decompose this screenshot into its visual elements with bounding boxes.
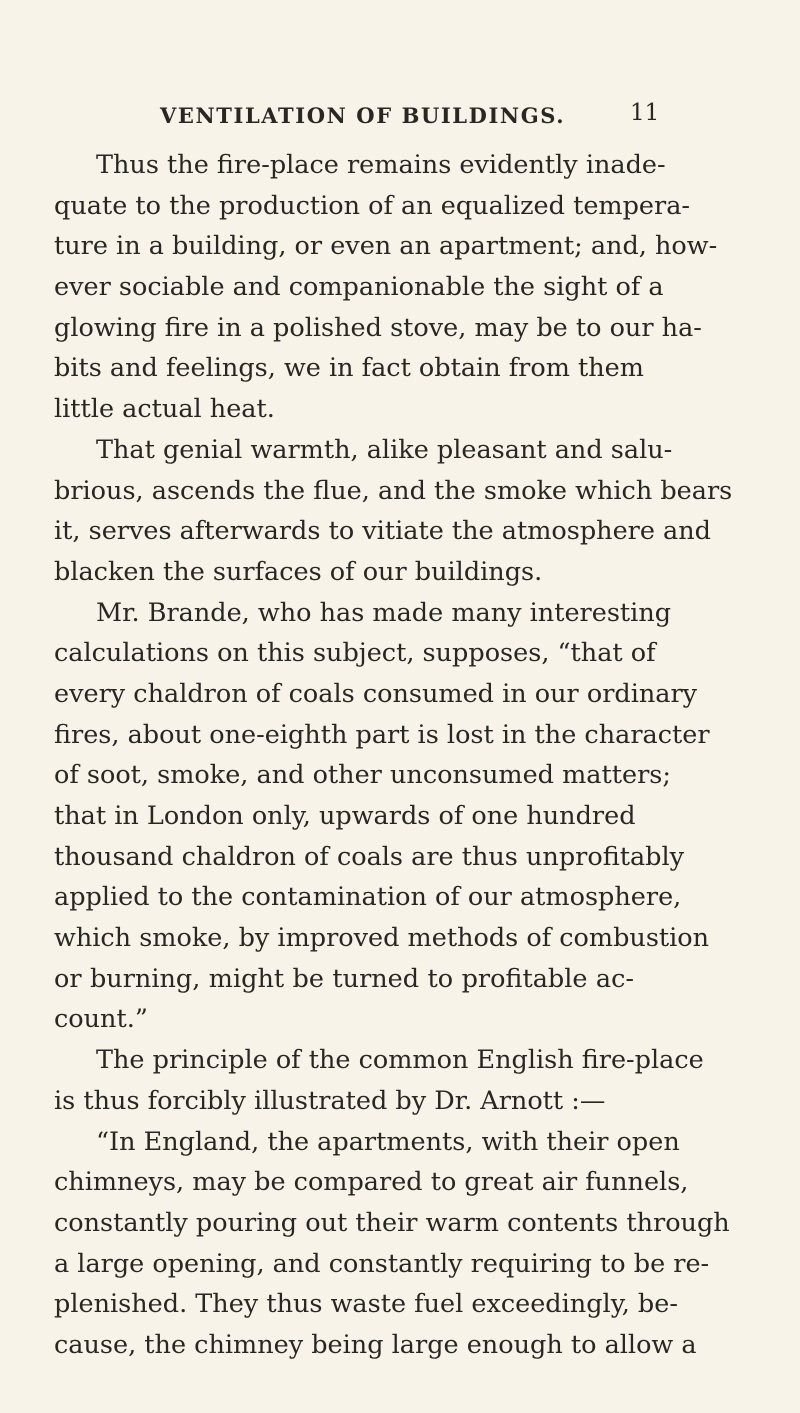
text-line: Thus the fire-place remains evidently inade- xyxy=(96,150,666,180)
text-line: or burning, might be turned to profitable ac- xyxy=(54,963,634,994)
text-line: little actual heat. xyxy=(54,394,275,425)
text-line: a large opening, and constantly requiring to be re- xyxy=(54,1248,710,1279)
text-line: ever sociable and companionable the sight of a xyxy=(54,272,664,303)
text-line: every chaldron of coals consumed in our ordinary xyxy=(54,678,698,709)
text-line: ture in a building, or even an apartment; and, how- xyxy=(54,231,718,262)
text-line: cause, the chimney being large enough to allow a xyxy=(54,1329,697,1360)
text-line: Mr. Brande, who has made many interesting xyxy=(96,597,672,628)
text-line: blacken the surfaces of our buildings. xyxy=(54,556,543,587)
text-line: “In England, the apartments, with their open xyxy=(96,1126,680,1157)
text-line: applied to the contamination of our atmosphere, xyxy=(54,882,682,913)
text-line: is thus forcibly illustrated by Dr. Arnott :— xyxy=(54,1085,606,1116)
text-line: calculations on this subject, supposes, “that of xyxy=(54,638,656,669)
text-line: count.” xyxy=(54,1004,148,1035)
text-line: That genial warmth, alike pleasant and salu- xyxy=(96,434,673,465)
text-line: bits and feelings, we in fact obtain from them xyxy=(54,353,644,384)
text-line: fires, about one-eighth part is lost in the character xyxy=(54,719,710,750)
text-line: The principle of the common English fire-place xyxy=(96,1045,704,1076)
text-line: quate to the production of an equalized tempera- xyxy=(54,190,691,221)
text-line: chimneys, may be compared to great air funnels, xyxy=(54,1167,689,1198)
text-line: it, serves afterwards to vitiate the atmosphere and xyxy=(54,516,711,547)
text-line: of soot, smoke, and other unconsumed matters; xyxy=(54,760,671,791)
text-line: glowing fire in a polished stove, may be to our ha- xyxy=(54,312,702,343)
text-line: constantly pouring out their warm contents through xyxy=(54,1207,730,1238)
page-number: 11 xyxy=(630,100,660,126)
text-line: plenished. They thus waste fuel exceedingly, be- xyxy=(54,1289,678,1320)
text-line: that in London only, upwards of one hundred xyxy=(54,801,636,831)
body-text xyxy=(54,145,733,1366)
running-head: VENTILATION OF BUILDINGS. xyxy=(160,103,566,128)
text-line: which smoke, by improved methods of combustion xyxy=(54,923,710,954)
text-line: thousand chaldron of coals are thus unprofitably xyxy=(54,841,685,872)
text-line: brious, ascends the flue, and the smoke which bears xyxy=(54,475,733,506)
